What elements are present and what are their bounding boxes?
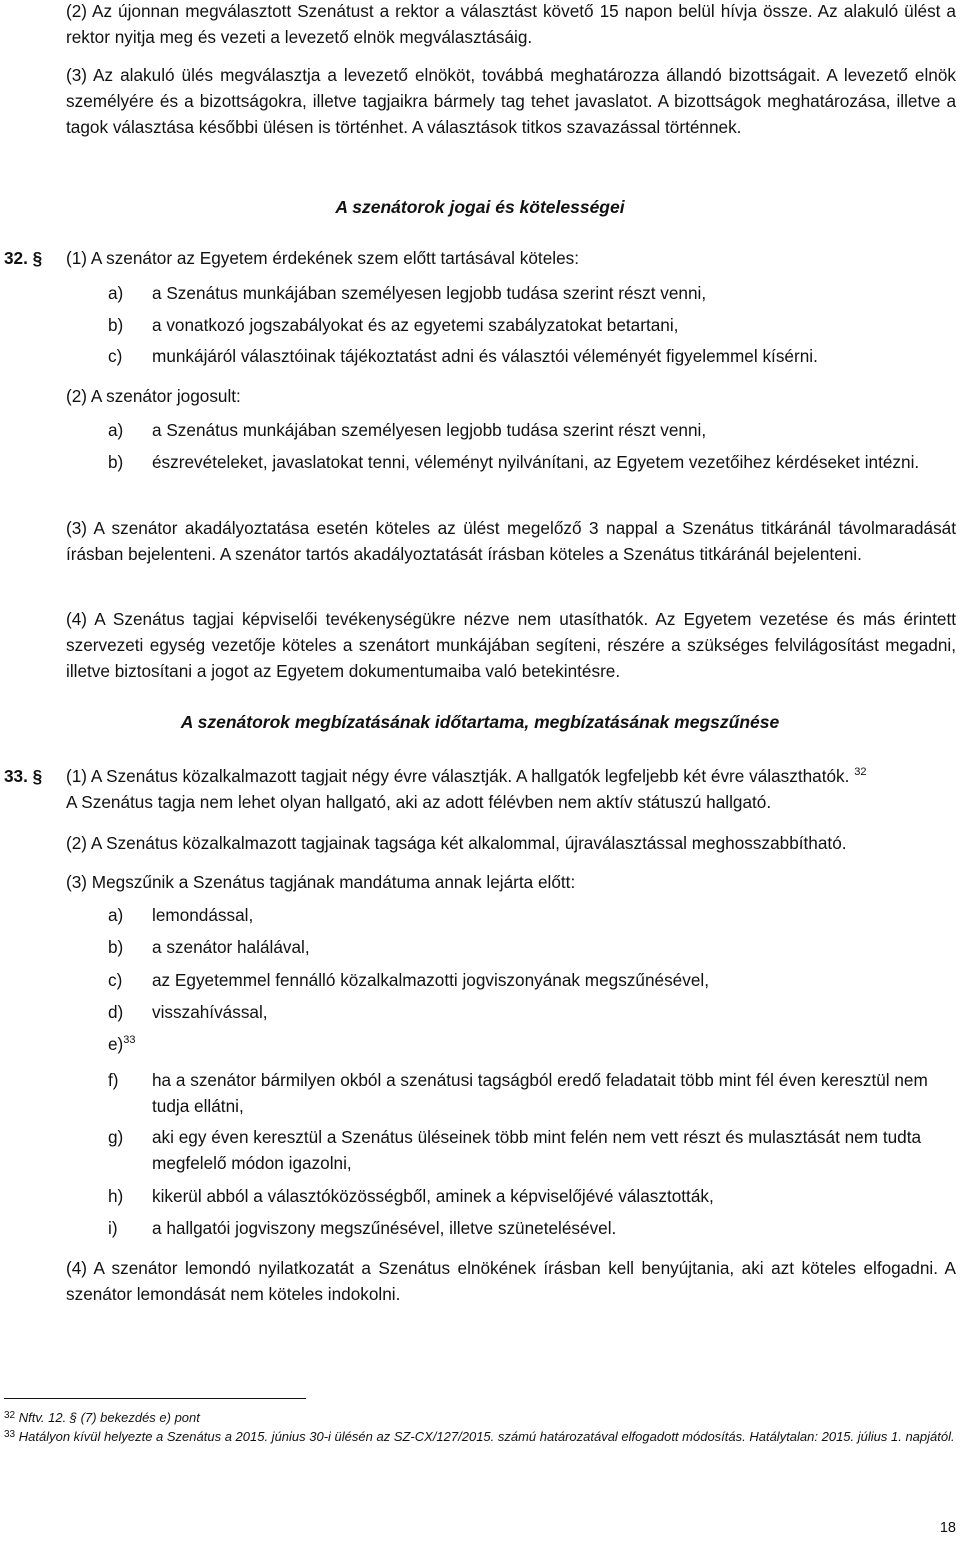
footnote-32 — [4, 1408, 956, 1427]
list-item-text: lemondással, — [152, 905, 254, 925]
list-item-text: kikerül abból a választóközösségből, aminek a képviselőjévé választották, — [152, 1186, 714, 1206]
list-item-text: aki egy éven keresztül a Szenátus üléseinek több mint felén nem vett részt és mulasztását nem tudta megfelelő módon igazolni, — [152, 1127, 922, 1173]
section-32-label: 32. § — [4, 248, 43, 268]
list-marker: e) — [108, 1034, 124, 1054]
section-heading-mandate: A szenátorok megbízatásának időtartama, megbízatásának megszűnése — [180, 712, 780, 732]
list-marker: f) — [108, 1070, 119, 1090]
list-marker: g) — [108, 1127, 124, 1147]
footnote-text: Nftv. 12. § (7) bekezdés e) pont — [18, 1410, 200, 1425]
footnote-text: Hatályon kívül helyezte a Szenátus a 2015. június 30-i ülésén az SZ-CX/127/2015. számú határozatával elfogadott módosítás. Hatálytalan: 2015. július 1. napjától. — [18, 1429, 955, 1444]
list-marker: b) — [108, 315, 124, 335]
s32-p2-intro: (2) A szenátor jogosult: — [66, 386, 241, 406]
list-marker: d) — [108, 1002, 124, 1022]
list-item-text: a Szenátus munkájában személyesen legjobb tudása szerint részt venni, — [152, 283, 707, 303]
s33-p4: (4) A szenátor lemondó nyilatkozatát a Szenátus elnökének írásban kell benyújtania, aki azt köteles elfogadni. A szenátor lemondását nem köteles indokolni. — [66, 1258, 956, 1304]
footnote-divider — [4, 1398, 306, 1399]
footnote-number: 33 — [4, 1429, 16, 1440]
s32-p3: (3) A szenátor akadályoztatása esetén köteles az ülést megelőző 3 nappal a Szenátus titkáránál távolmaradását írásban bejelenteni. A szenátor tartós akadályoztatását írásban köteles a Szenátus titkáránál bejelenteni. — [66, 518, 956, 564]
paragraph-2-top: (2) Az újonnan megválasztott Szenátust a rektor a választást követő 15 napon belül hívja össze. Az alakuló ülést a rektor nyitja meg és vezeti a levezető elnök megválasztásáig. — [66, 1, 956, 47]
section-33-label: 33. § — [4, 766, 43, 786]
list-marker: h) — [108, 1186, 124, 1206]
list-marker: a) — [108, 283, 124, 303]
paragraph-3-top: (3) Az alakuló ülés megválasztja a levezető elnököt, továbbá meghatározza állandó bizottságait. A levezető elnök személyére és a bizottságokra, illetve tagjaikra bármely tag tehet javaslatot. A bizottságok meghatározása, illetve a tagok választása későbbi ülésen is történhet. A választások titkos szavazással történnek. — [66, 65, 956, 137]
s33-p1 — [66, 763, 956, 789]
list-marker: a) — [108, 905, 124, 925]
list-item-text: a vonatkozó jogszabályokat és az egyetemi szabályzatokat betartani, — [152, 315, 679, 335]
list-item-text: munkájáról választóinak tájékoztatást adni és választói véleményét figyelemmel kísérni. — [152, 346, 818, 366]
s32-p4: (4) A Szenátus tagjai képviselői tevékenységükre nézve nem utasíthatók. Az Egyetem vezetése és más érintett szervezeti egység vezetője köteles a szenátort munkájában segíteni, részére a szükséges felvilágosítást megadni, illetve biztosítani a jogot az Egyetem dokumentumaiba való betekintésre. — [66, 609, 956, 681]
page-number: 18 — [939, 1520, 956, 1536]
list-item-text: a hallgatói jogviszony megszűnésével, illetve szünetelésével. — [152, 1218, 617, 1238]
list-item-text: az Egyetemmel fennálló közalkalmazotti jogviszonyának megszűnésével, — [152, 970, 709, 990]
list-marker: i) — [108, 1218, 118, 1238]
list-marker: a) — [108, 420, 124, 440]
footnote-ref-33[interactable]: 33 — [123, 1034, 136, 1046]
list-marker: c) — [108, 970, 123, 990]
list-item-text: a szenátor halálával, — [152, 937, 310, 957]
footnote-33 — [4, 1427, 956, 1446]
list-item-text: a Szenátus munkájában személyesen legjobb tudása szerint részt venni, — [152, 420, 707, 440]
s32-p1-intro: (1) A szenátor az Egyetem érdekének szem előtt tartásával köteles: — [66, 248, 580, 268]
footnote-ref-32[interactable]: 32 — [854, 766, 867, 778]
s33-p1-cont: A Szenátus tagja nem lehet olyan hallgató, aki az adott félévben nem aktív státuszú hallgató. — [66, 792, 772, 812]
list-item-text: ha a szenátor bármilyen okból a szenátusi tagságból eredő feladatait több mint fél éven keresztül nem tudja ellátni, — [152, 1070, 928, 1116]
list-marker: b) — [108, 452, 124, 472]
footnote-number: 32 — [4, 1410, 16, 1421]
list-item-text: visszahívással, — [152, 1002, 268, 1022]
list-marker-e — [108, 1031, 136, 1057]
list-marker: c) — [108, 346, 123, 366]
list-marker: b) — [108, 937, 124, 957]
list-item-text: észrevételeket, javaslatokat tenni, véleményt nyilvánítani, az Egyetem vezetőihez kérdéseket intézni. — [152, 452, 920, 472]
s33-p1-text: (1) A Szenátus közalkalmazott tagjait négy évre választják. A hallgatók legfeljebb két évre választhatók. — [66, 766, 850, 786]
s33-p3-intro: (3) Megszűnik a Szenátus tagjának mandátuma annak lejárta előtt: — [66, 872, 576, 892]
s33-p2: (2) A Szenátus közalkalmazott tagjainak tagsága két alkalommal, újraválasztással meghosszabbítható. — [66, 833, 847, 853]
section-heading-rights: A szenátorok jogai és kötelességei — [335, 197, 625, 217]
